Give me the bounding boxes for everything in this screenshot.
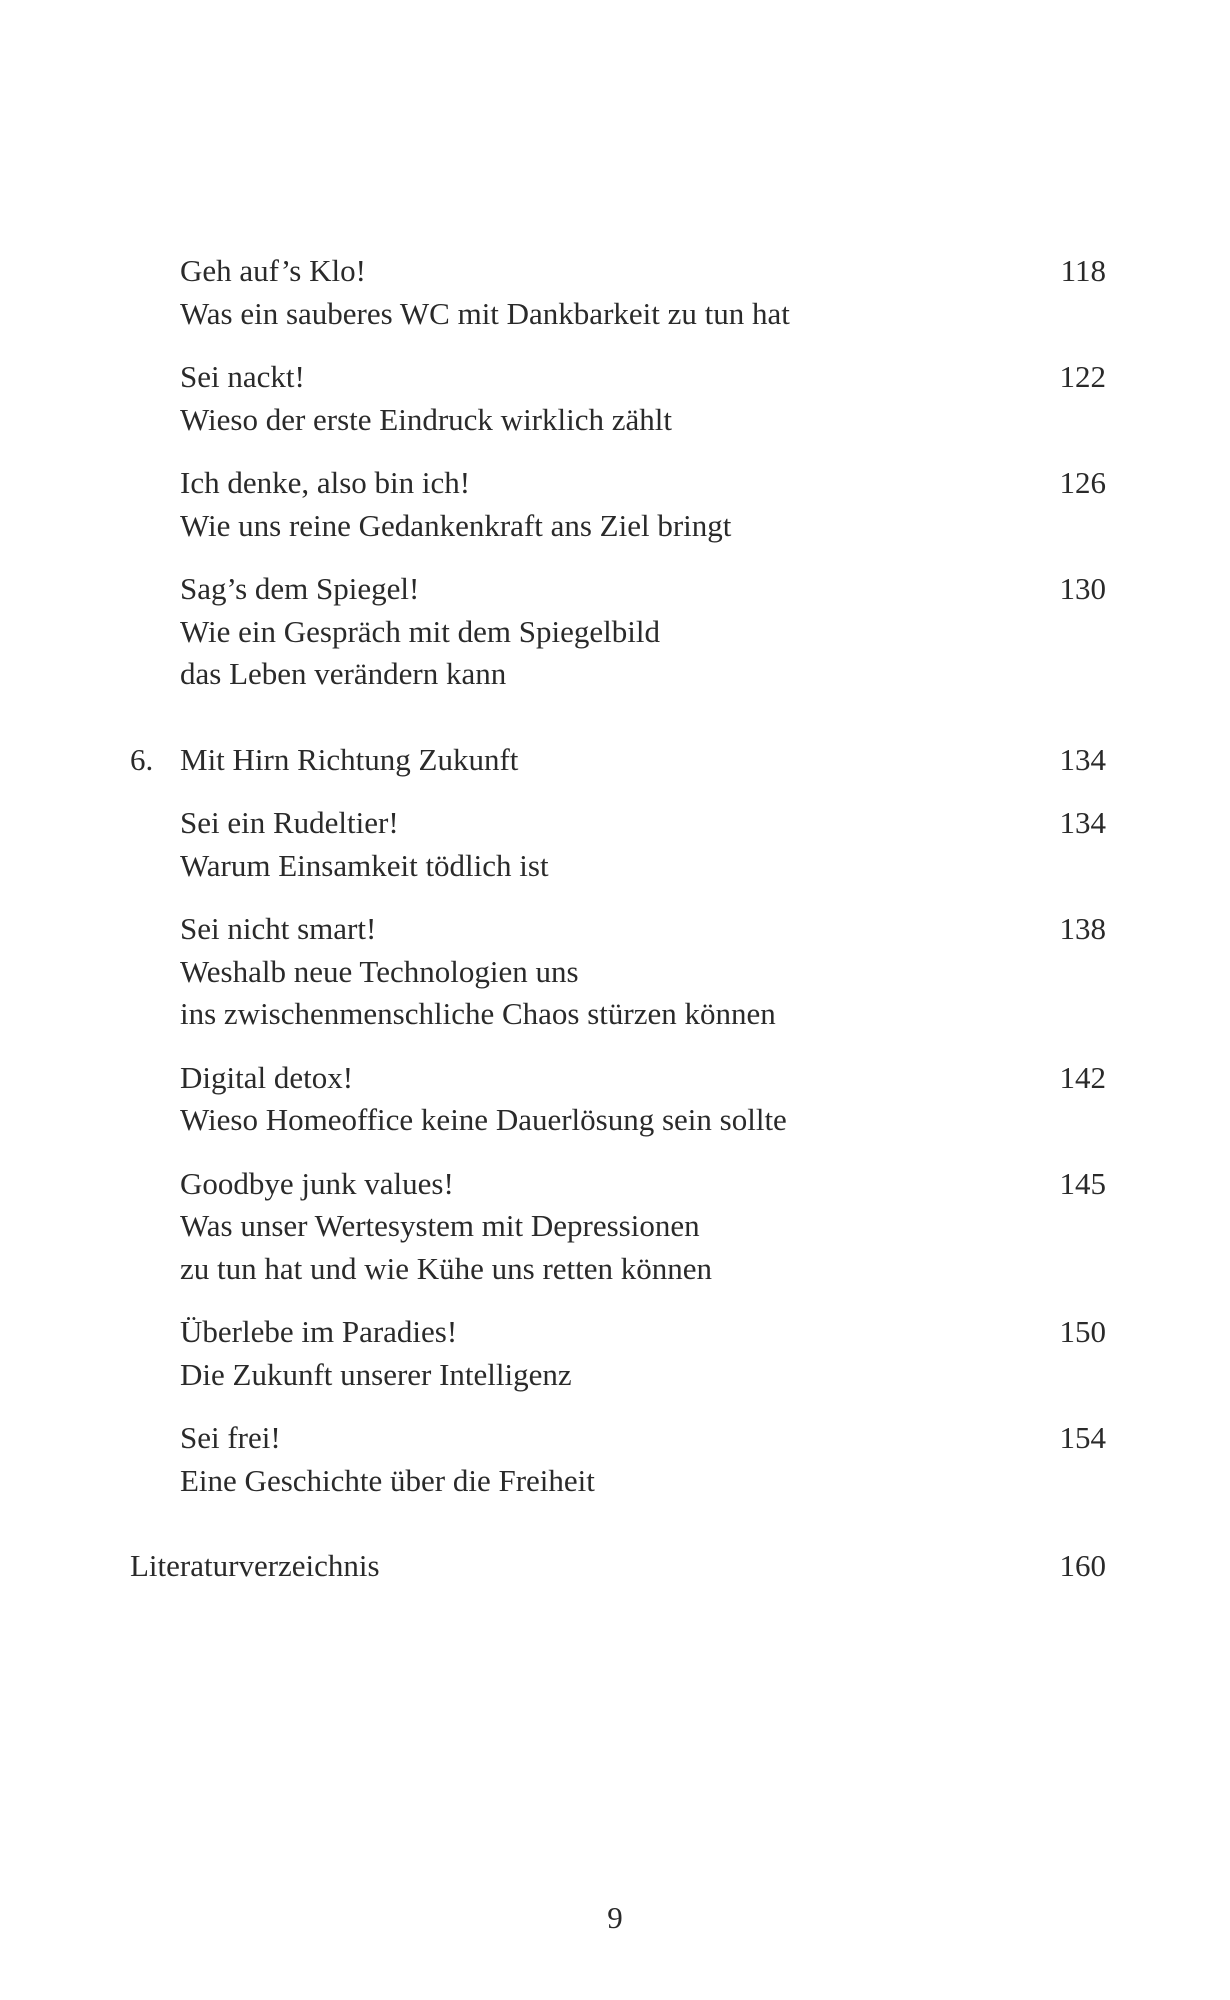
toc-entry-title: Überlebe im Paradies! — [180, 1314, 458, 1349]
toc-entry-title: Geh auf’s Klo! — [180, 253, 366, 288]
table-of-contents — [130, 250, 1106, 1588]
toc-entry-subtitle: Weshalb neue Technologien uns — [180, 953, 579, 989]
toc-entry-subtitle: Warum Einsamkeit tödlich ist — [180, 847, 549, 883]
toc-entry-subtitle: Wieso der erste Eindruck wirklich zählt — [180, 401, 672, 437]
toc-page-number: 150 — [1059, 1314, 1106, 1349]
toc-entry — [130, 1057, 1106, 1142]
toc-entry-subtitle: Was ein sauberes WC mit Dankbarkeit zu tun hat — [180, 295, 790, 331]
toc-entry — [130, 462, 1106, 547]
toc-entry-title: Sei nackt! — [180, 359, 305, 394]
literature-title: Literaturverzeichnis — [130, 1548, 380, 1583]
chapter-number: 6. — [130, 741, 154, 777]
toc-page-number: 126 — [1059, 465, 1106, 500]
toc-page-number: 130 — [1059, 571, 1106, 606]
toc-entry-subtitle: Wie uns reine Gedankenkraft ans Ziel bringt — [180, 507, 732, 543]
toc-entry-title: Digital detox! — [180, 1059, 354, 1095]
toc-page-number: 154 — [1059, 1420, 1106, 1455]
toc-entry-title: Sag’s dem Spiegel! — [180, 571, 420, 606]
toc-entry-subtitle: Wie ein Gespräch mit dem Spiegelbild — [180, 613, 660, 649]
toc-entry-title: Sei ein Rudeltier! — [180, 805, 399, 840]
toc-literature — [130, 1545, 1106, 1588]
toc-page-number: 145 — [1059, 1165, 1106, 1201]
toc-entry-subtitle: Eine Geschichte über die Freiheit — [180, 1462, 595, 1498]
toc-entry-title: Sei frei! — [180, 1420, 281, 1455]
toc-entry-subtitle: Die Zukunft unserer Intelligenz — [180, 1356, 572, 1392]
toc-entry-subtitle: Wieso Homeoffice keine Dauerlösung sein sollte — [180, 1102, 787, 1137]
toc-chapter-heading — [130, 739, 1106, 782]
toc-page-number: 134 — [1059, 741, 1106, 777]
toc-entry-title: Sei nicht smart! — [180, 911, 377, 946]
toc-entry — [130, 1163, 1106, 1291]
toc-entry-title: Goodbye junk values! — [180, 1165, 454, 1201]
page-folio: 9 — [607, 1900, 623, 1935]
toc-entry — [130, 568, 1106, 696]
toc-entry — [130, 356, 1106, 441]
toc-page-number: 118 — [1060, 253, 1106, 288]
toc-page-number: 142 — [1059, 1059, 1106, 1095]
toc-page-number: 160 — [1059, 1548, 1106, 1583]
toc-entry — [130, 1311, 1106, 1396]
chapter-title: Mit Hirn Richtung Zukunft — [180, 741, 519, 777]
toc-page-number: 122 — [1059, 359, 1106, 394]
toc-page-number: 134 — [1059, 805, 1106, 840]
toc-entry — [130, 1417, 1106, 1502]
toc-page-number: 138 — [1059, 911, 1106, 946]
toc-entry — [130, 908, 1106, 1036]
toc-entry — [130, 802, 1106, 887]
toc-entry-title: Ich denke, also bin ich! — [180, 465, 471, 500]
toc-entry-subtitle-continued: zu tun hat und wie Kühe uns retten können — [180, 1250, 713, 1286]
toc-entry-subtitle-continued: das Leben verändern kann — [180, 656, 507, 691]
toc-entry-subtitle: Was unser Wertesystem mit Depressionen — [180, 1208, 700, 1243]
toc-entry-subtitle-continued: ins zwischenmenschliche Chaos stürzen können — [180, 996, 776, 1031]
toc-entry — [130, 250, 1106, 335]
